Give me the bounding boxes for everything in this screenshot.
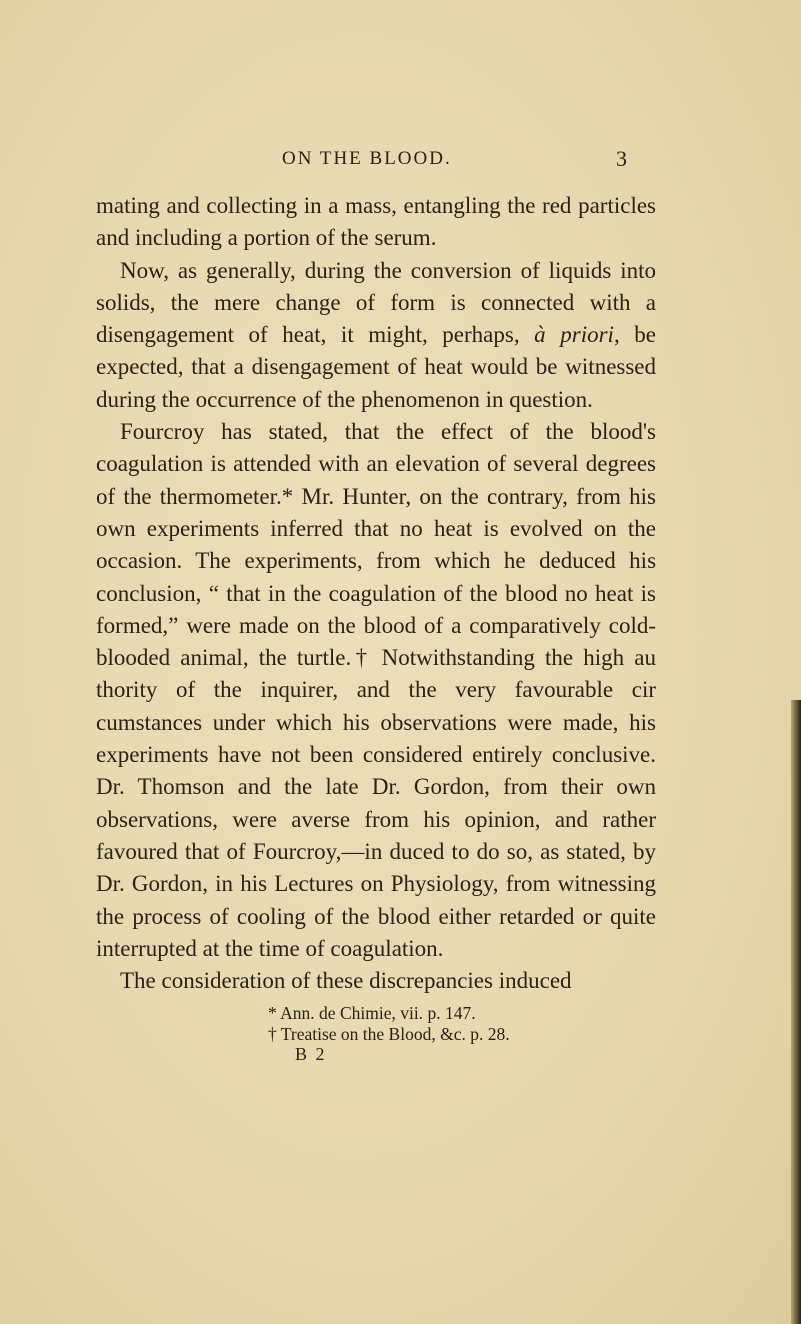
footnotes [268,1003,688,1045]
text-line: opinion, and rather favoured that of Fourcroy,—in [96,806,656,864]
text-line: interrupted at the time of coagulation. [96,935,444,961]
footnote-2: † Treatise on the Blood, &c. p. 28. [268,1024,510,1044]
text-line: coagulation of the blood no heat is formed,” were [96,580,657,638]
text-line: cumstances under which his observations were made, [96,709,619,735]
paragraph [96,416,656,965]
text-line: from their own observations, were averse from his [96,774,657,832]
text-line: would be witnessed during the occurrence of the [96,354,657,412]
text-line: from which he deduced his conclusion, “ that in the [96,548,657,606]
text-line: his experiments have not been considered entirely [96,709,657,768]
text-line: heat is evolved on the occasion. The experiments, [96,515,656,574]
body-text [96,190,656,997]
text-line: coagulation is attended with an elevation of several [96,451,579,477]
text-line: mating and collecting in a mass, entangling the red [96,193,572,218]
footnote-1: * Ann. de Chimie, vii. p. 147. [268,1003,476,1023]
text-line: thority of the inquirer, and the very favourable cir [96,677,656,703]
text-line: contrary, from his own experiments inferred that no [96,483,657,541]
page-number: 3 [616,146,627,171]
text-line: priori, be expected, that a disengagement of heat [96,322,656,380]
running-title: ON THE BLOOD. [282,148,452,169]
paragraph [96,965,656,997]
text-line: conclusive. Dr. Thomson and the late Dr. Gordon, [96,742,656,800]
page-edge-shadow [791,700,801,1324]
text-line: Now, as generally, during the conversion of liquids [120,257,612,283]
text-line: particles and including a portion of the serum. [96,193,656,251]
page-header [0,148,801,174]
text-line: into solids, the mere change of form is connected [96,257,657,315]
text-line: Lectures on Physiology, from witnessing the process [96,871,657,929]
signature-mark: B 2 [295,1044,327,1064]
text-line: of cooling of the blood either retarded or quite [209,903,657,929]
text-line: Fourcroy has stated, that the effect of the blood's [120,419,656,445]
text-line: animal, the turtle.† Notwithstanding the high au [180,645,656,671]
paragraph [96,255,656,416]
text-line: The consideration of these discrepancies induced [120,968,572,994]
text-line: with a disengagement of heat, it might, perhaps, à [96,289,657,348]
text-line: made on the blood of a comparatively cold-blooded [96,612,657,671]
text-line: degrees of the thermometer.* Mr. Hunter, on the [96,451,657,509]
paragraph-continuation [96,190,656,255]
text-line: phenomenon in question. [361,386,593,412]
text-line: duced to do so, as stated, by Dr. Gordon, in his [96,838,656,897]
